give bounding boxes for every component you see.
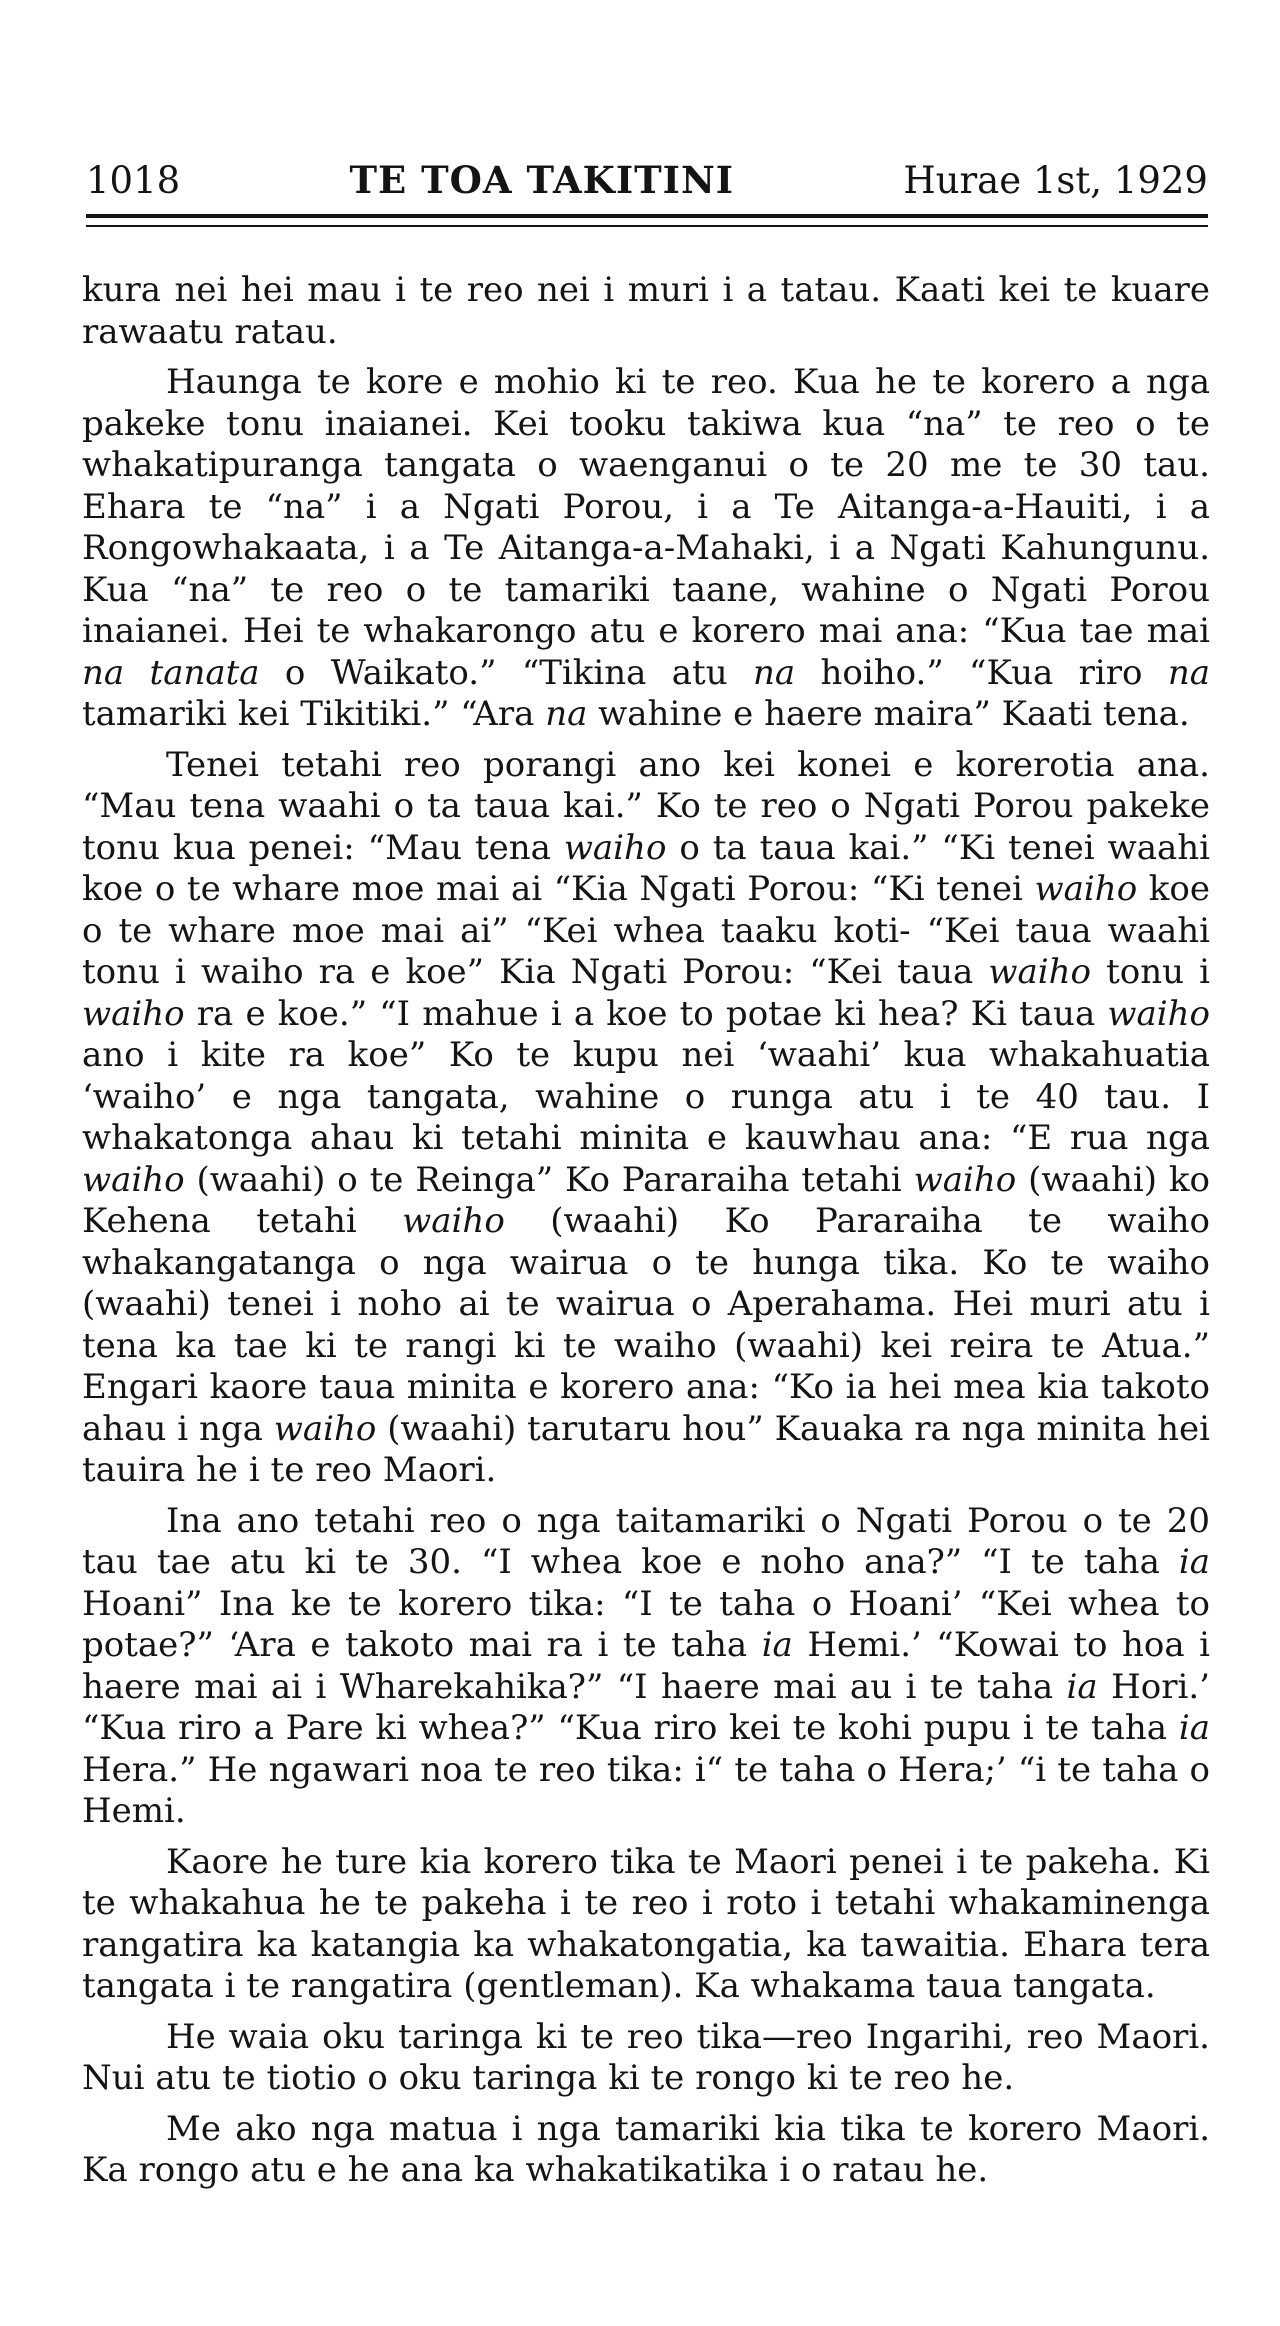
italic-run: na (545, 694, 588, 734)
paragraph (82, 2017, 1210, 2100)
header-rule-thick (86, 214, 1208, 218)
italic-run: waiho (988, 952, 1092, 992)
paragraph (82, 1842, 1210, 2008)
italic-run: waiho (563, 827, 667, 868)
italic-run: ia (761, 1625, 793, 1665)
header-rule-thin (86, 225, 1208, 227)
text-run: hoiho.” “Kua riro (795, 652, 1168, 693)
text-run: Kaore he ture kia korero tika te Maori penei i te pakeha. Ki te whakahua he te pakeha i te reo i roto i tetahi whakaminenga rangatira ka katangia ka whakatongatia, ka tawaitia. Ehara tera tangata i te rangatira (gentleman). Ka whakama taua tangata. (82, 1841, 1210, 2006)
text-run: Hemi.’ “Kowai to hoa i haere mai ai i Wharekahika?” “I haere mai au i te taha (82, 1625, 1210, 1707)
italic-run: ia (1066, 1666, 1098, 1707)
italic-run: waiho (1034, 869, 1138, 909)
text-run: He waia oku taringa ki te reo tika—reo Ingarihi, reo Maori. Nui atu te tiotio o oku taringa ki te rongo ki te reo he. (82, 2016, 1210, 2098)
text-run: Ina ano tetahi reo o nga taitamariki o Ngati Porou o te 20 tau tae atu ki te 30. “I whea koe e noho ana?” “I te taha (82, 1500, 1210, 1582)
text-run: kura nei hei mau i te reo nei i muri i a tatau. Kaati kei te kuare rawaatu ratau. (82, 270, 1210, 352)
text-run: koe o te whare moe mai ai” “Kei whea taaku koti- “Kei taua waahi tonu i waiho ra e koe” Kia Ngati Porou: “Kei taua (82, 869, 1210, 992)
italic-run: na tanata (82, 652, 260, 693)
text-run: (waahi) Ko Pararaiha te waiho whakangatanga o nga wairua o te hunga tika. Ko te waiho (waahi) tenei i noho ai te wairua o Aperahama. Hei muri atu i tena ka tae ki te rangi ki te waiho (waahi) kei reira te Atua.” Engari kaore taua minita e korero ana: “Ko ia hei mea kia takoto ahau i nga (82, 1201, 1211, 1449)
italic-run: na (1167, 652, 1210, 693)
italic-run: waiho (82, 993, 185, 1034)
text-run: tonu i (1091, 952, 1210, 992)
text-run: (waahi) ko Kehena tetahi (82, 1159, 1210, 1241)
paragraph (82, 362, 1210, 736)
page-number: 1018 (86, 159, 181, 202)
text-run: Haunga te kore e mohio ki te reo. Kua he te korero a nga pakeke tonu inaianei. Kei tooku takiwa kua “na” te reo o te whakatipuranga tangata o waenganui o te 20 me te 30 tau. Ehara te “na” i a Ngati Porou, i a Te Aitanga-a-Hauiti, i a Rongowhakaata, i a Te Aitanga-a-Mahaki, i a Ngati Kahungunu. Kua “na” te reo o te tamariki taane, wahine o Ngati Porou inaianei. Hei te whakarongo atu e korero mai ana: “Kua tae mai (82, 362, 1210, 651)
text-run: tamariki kei Tikitiki.” “Ara (82, 694, 546, 734)
italic-run: ia (1178, 1542, 1210, 1582)
text-run: Me ako nga matua i nga tamariki kia tika te korero Maori. Ka rongo atu e he ana ka whakatikatika i o ratau he. (82, 2108, 1210, 2190)
text-run: ano i kite ra koe” Ko te kupu nei ‘waahi’ kua whakahuatia ‘waiho’ e nga tangata, wahine o runga atu i te 40 tau. I whakatonga ahau ki tetahi minita e kauwhau ana: “E rua nga (82, 1035, 1210, 1158)
text-run: Hera.” He ngawari noa te reo tika: i“ te taha o Hera;’ “i te taha o Hemi. (82, 1749, 1210, 1831)
running-header (86, 158, 1208, 206)
italic-run: waiho (1107, 993, 1210, 1034)
issue-date: Hurae 1st, 1929 (903, 159, 1208, 202)
text-run: wahine e haere maira” Kaati tena. (587, 694, 1190, 734)
paragraph (82, 270, 1210, 353)
text-run: o ta taua kai.” “Ki tenei waahi koe o te whare moe mai ai “Kia Ngati Porou: “Ki tenei (82, 827, 1211, 909)
italic-run: waiho (82, 1159, 185, 1200)
italic-run: waiho (913, 1159, 1017, 1200)
italic-run: ia (1178, 1708, 1210, 1748)
text-run: Hoani” Ina ke te korero tika: “I te taha o Hoani’ “Kei whea to potae?” ‘Ara e takoto mai ra i te taha (82, 1583, 1210, 1665)
text-run: Tenei tetahi reo porangi ano kei konei e korerotia ana. “Mau tena waahi o ta taua kai.” Ko te reo o Ngati Porou pakeke tonu kua penei: “Mau tena (82, 744, 1210, 868)
publication-title: TE TOA TAKITINI (349, 158, 735, 202)
text-run: (waahi) o te Reinga” Ko Pararaiha tetahi (184, 1159, 914, 1200)
italic-run: waiho (273, 1408, 377, 1449)
text-run: o Waikato.” “Tikina atu (259, 652, 753, 693)
paragraph (82, 745, 1210, 1492)
text-run: ra e koe.” “I mahue i a koe to potae ki hea? Ki taua (184, 993, 1108, 1034)
italic-run: na (752, 652, 796, 693)
italic-run: waiho (402, 1201, 505, 1241)
text-run: (waahi) tarutaru hou” Kauaka ra nga minita hei tauira he i te reo Maori. (82, 1408, 1210, 1490)
paragraph (82, 1501, 1210, 1833)
text-run: Hori.’ “Kua riro a Pare ki whea?” “Kua riro kei te kohi pupu i te taha (82, 1666, 1210, 1748)
paragraph (82, 2109, 1210, 2192)
article-body (82, 270, 1210, 2201)
